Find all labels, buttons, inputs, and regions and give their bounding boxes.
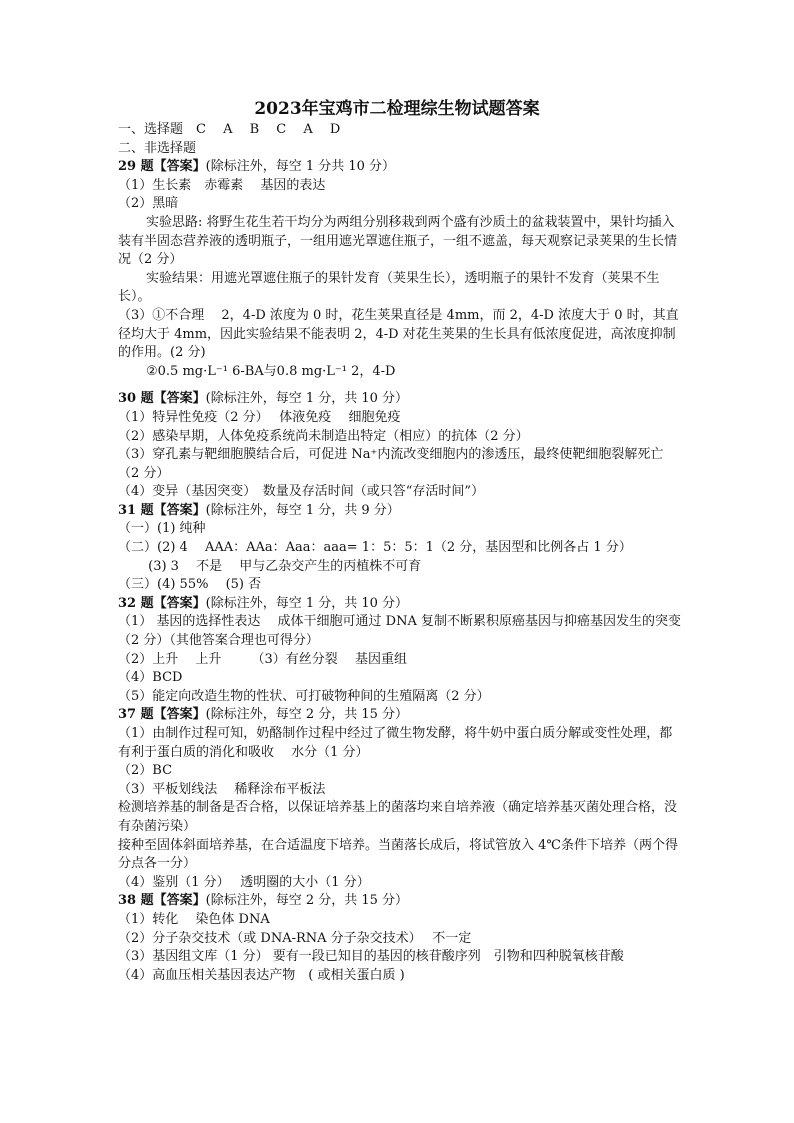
- q32-part1: （1） 基因的选择性表达 成体干细胞可通过 DNA 复制不断累积原癌基因与抑癌基因发生的突变（2 分）（其他答案合理也可得分）: [118, 614, 681, 649]
- q29-result: 实验结果：用遮光罩遮住瓶子的果针发育（荚果生长），透明瓶子的果针不发育（荚果不生长）。: [118, 270, 660, 305]
- q37-check: 检测培养基的制备是否合格，以保证培养基上的菌落均来自培养液（确定培养基灭菌处理合格，没有杂菌污染）: [118, 800, 678, 834]
- section-nonchoice: 二、非选择题: [118, 140, 197, 156]
- q38-title: 38 题【答案】: [118, 893, 206, 909]
- q30-header: [118, 390, 683, 409]
- q32-header: [118, 595, 683, 614]
- answer-body: [118, 121, 683, 985]
- q38-line4: （4）高血压相关基因表达产物 ( 或相关蛋白质 ): [118, 967, 405, 983]
- q32-line2: （4）BCD: [118, 670, 183, 686]
- q29-part3: （3）①不合理 2，4-D 浓度为 0 时，花生荚果直径是 4mm，而 2，4-D 浓度大于 0 时，其直径均大于 4mm，因此实验结果不能表明 2，4-D 对花生荚果的生长具有低浓度促进，高浓度抑制的作用。(2 分): [118, 307, 679, 361]
- q37-part1: （1）由制作过程可知，奶酪制作过程中经过了微生物发酵，将牛奶中蛋白质分解或变性处理，都有利于蛋白质的消化和吸收 水分（1 分）: [118, 726, 673, 760]
- q38-header: [118, 892, 683, 911]
- q29-idea: 实验思路: 将野生花生若干均分为两组分别移栽到两个盛有沙质土的盆栽装置中，果针均插入装有半固态营养液的透明瓶子，一组用遮光罩遮住瓶子，一组不遮盖，每天观察记录荚果的生长情况（2 分）: [118, 214, 678, 268]
- q30-part3: （3）穿孔素与靶细胞膜结合后，可促进 Na⁺内流改变细胞内的渗透压，最终使靶细胞裂解死亡（2 分）: [118, 447, 664, 481]
- section-choice: 一、选择题 C A B C A D: [118, 122, 341, 137]
- q37-title: 37 题【答案】: [118, 707, 206, 723]
- q30-line3: （4）变异（基因突变） 数量及存活时间（或只答“存活时间”）: [118, 484, 485, 500]
- q29-line2: （2）黑暗: [118, 196, 179, 212]
- q29-line3: ②0.5 mg·L⁻¹ 6-BA与0.8 mg·L⁻¹ 2，4-D: [146, 363, 396, 379]
- q31-title: 31 题【答案】: [118, 502, 206, 518]
- q30-line2: （2）感染早期，人体免疫系统尚未制造出特定（相应）的抗体（2 分）: [118, 428, 529, 444]
- q37-header: [118, 706, 683, 725]
- q29-note: (除标注外，每空 1 分共 10 分）: [205, 159, 396, 175]
- q29-header: [118, 158, 683, 177]
- q37-note: (除标注外，每空 2 分，共 15 分）: [205, 707, 409, 723]
- q29-line1: （1）生长素 赤霉素 基因的表达: [118, 177, 326, 193]
- q30-line1: （1）特异性免疫（2 分） 体液免疫 细胞免疫: [118, 409, 401, 425]
- page-title: 2023年宝鸡市二检理综生物试题答案: [254, 99, 540, 119]
- q37-line2: （3）平板划线法 稀释涂布平板法: [118, 781, 326, 797]
- q37-line1: （2）BC: [118, 763, 173, 779]
- q32-line1: （2）上升 上升 （3）有丝分裂 基因重组: [118, 651, 407, 667]
- q31-line4: （三）(4) 55% (5) 否: [118, 577, 262, 593]
- q31-line3: (3) 3 不是 甲与乙杂交产生的丙植株不可育: [118, 558, 422, 574]
- q31-header: [118, 502, 683, 521]
- q37-line3: （4）鉴别（1 分） 透明圈的大小（1 分）: [118, 874, 370, 890]
- q32-note: (除标注外，每空 1 分，共 10 分）: [205, 595, 409, 611]
- q31-line2: （二）(2) 4 AAA：AAa：Aaa：aaa= 1：5：5：1（2 分，基因型和比例各占 1 分）: [118, 540, 632, 556]
- q30-note: (除标注外，每空 1 分，共 10 分）: [205, 391, 409, 407]
- q38-note: (除标注外，每空 2 分，共 15 分）: [205, 893, 409, 909]
- q38-line2: （2）分子杂交技术（或 DNA-RNA 分子杂交技术） 不一定: [118, 930, 472, 946]
- q29-title: 29 题【答案】: [118, 159, 206, 175]
- q32-line3: （5）能定向改造生物的性状、可打破物种间的生殖隔离（2 分）: [118, 688, 490, 704]
- q31-note: (除标注外，每空 1 分，共 9 分）: [205, 502, 400, 518]
- q31-line1: （一）(1) 纯种: [118, 521, 206, 537]
- q30-title: 30 题【答案】: [118, 391, 206, 407]
- q37-inoculate: 接种至固体斜面培养基，在合适温度下培养。当菌落长成后，将试管放入 4℃条件下培养（两个得分点各一分）: [118, 837, 678, 872]
- q38-line3: （3）基因组文库（1 分） 要有一段已知目的基因的核苷酸序列 引物和四种脱氧核苷酸: [118, 949, 624, 965]
- q38-line1: （1）转化 染色体 DNA: [118, 911, 270, 927]
- q32-title: 32 题【答案】: [118, 595, 206, 611]
